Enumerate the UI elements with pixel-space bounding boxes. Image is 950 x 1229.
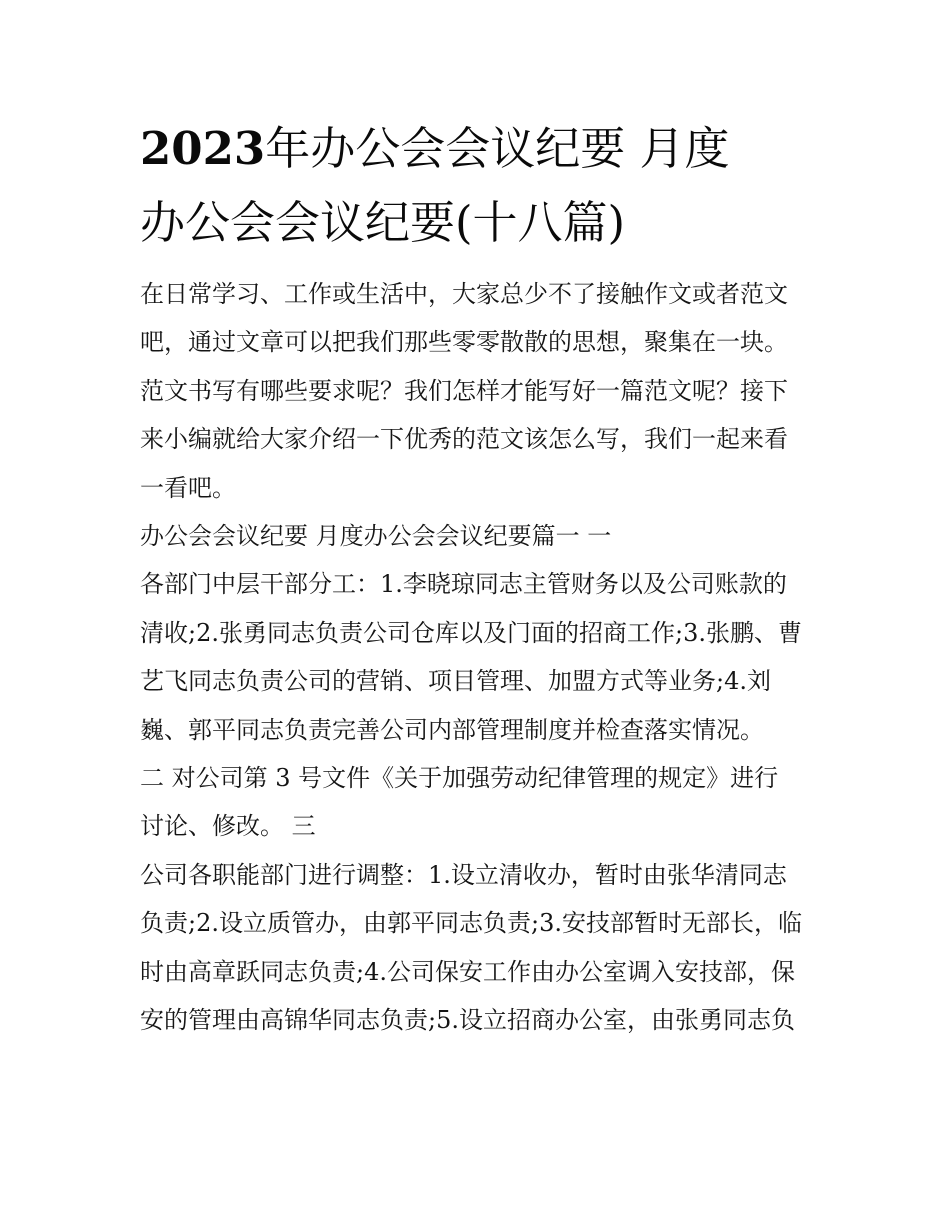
body-line: 各部门中层干部分工：1.李晓琼同志主管财务以及公司账款的	[140, 570, 787, 599]
body-line: 讨论、修改。 三	[140, 812, 316, 841]
body-line: 艺飞同志负责公司的营销、项目管理、加盟方式等业务;4.刘	[140, 667, 771, 696]
body-line: 范文书写有哪些要求呢？我们怎样才能写好一篇范文呢？接下	[140, 376, 788, 405]
document-body	[140, 270, 812, 1045]
document-content	[140, 112, 812, 1045]
section-heading: 办公会会议纪要 月度办公会会议纪要篇一 一	[140, 522, 612, 551]
body-line: 巍、郭平同志负责完善公司内部管理制度并检查落实情况。	[140, 715, 764, 744]
body-line: 来小编就给大家介绍一下优秀的范文该怎么写，我们一起来看	[140, 425, 788, 454]
body-line: 负责;2.设立质管办，由郭平同志负责;3.安技部暂时无部长，临	[140, 909, 802, 938]
body-line: 吧，通过文章可以把我们那些零零散散的思想，聚集在一块。	[140, 328, 788, 357]
body-line: 一看吧。	[140, 473, 236, 502]
body-line: 时由高章跃同志负责;4.公司保安工作由办公室调入安技部，保	[140, 957, 795, 986]
document-title	[140, 112, 812, 260]
body-line: 在日常学习、工作或生活中，大家总少不了接触作文或者范文	[140, 280, 788, 308]
title-line-1	[140, 112, 812, 186]
body-line: 二 对公司第 3 号文件《关于加强劳动纪律管理的规定》进行	[140, 764, 779, 793]
title-year: 2023	[140, 122, 266, 175]
body-line: 清收;2.张勇同志负责公司仓库以及门面的招商工作;3.张鹏、曹	[140, 618, 802, 647]
body-line: 公司各职能部门进行调整：1.设立清收办，暂时由张华清同志	[140, 860, 787, 889]
title-line-2: 办公会会议纪要(十八篇)	[140, 196, 626, 249]
title-line-1-text: 年办公会会议纪要 月度	[265, 122, 730, 175]
body-line: 安的管理由高锦华同志负责;5.设立招商办公室，由张勇同志负	[140, 1006, 795, 1035]
